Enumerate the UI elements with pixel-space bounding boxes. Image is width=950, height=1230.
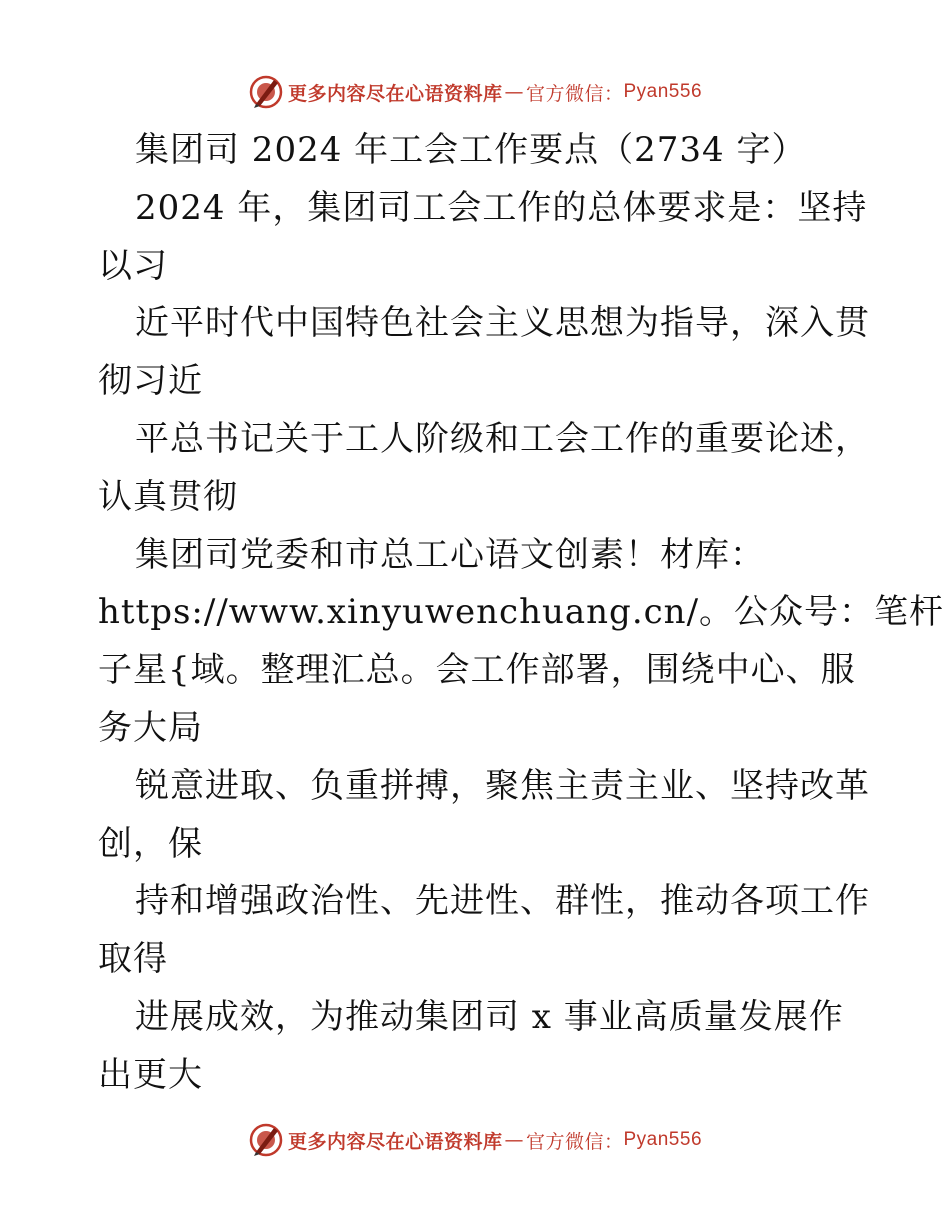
paragraph-line: 锐意进取、负重拼搏，聚焦主责主业、坚持改革: [135, 765, 870, 806]
document-title: 集团司 2024 年工会工作要点（2734 字）: [135, 130, 807, 170]
paragraph-line: 子星{域。整理汇总。会工作部署，围绕中心、服: [98, 650, 856, 691]
paragraph-line: 近平时代中国特色社会主义思想为指导，深入贯: [135, 303, 870, 344]
paragraph-line: 认真贯彻: [98, 476, 238, 517]
paragraph-line: 彻习近: [98, 361, 203, 402]
watermark-separator: —: [504, 81, 524, 103]
paragraph-line: 创，保: [98, 823, 203, 864]
pen-logo-icon: [248, 74, 284, 110]
paragraph-line: https://www.xinyuwenchuang.cn/。公众号：笔杆: [98, 592, 945, 633]
watermark-wechat-label: 官方微信：: [525, 1130, 624, 1153]
document-body: [98, 122, 945, 1105]
watermark-main-text: 更多内容尽在心语资料库: [287, 1130, 503, 1153]
paragraph-line: 平总书记关于工人阶级和工会工作的重要论述，: [135, 418, 870, 459]
watermark-wechat-id: Pyan556: [623, 1129, 703, 1150]
paragraph-line: 务大局: [98, 707, 203, 748]
watermark-banner-bottom: [0, 1118, 950, 1162]
paragraph-line: 集团司党委和市总工心语文创素！材库：: [135, 534, 765, 575]
paragraph-line: 以习: [98, 245, 168, 286]
watermark-wechat-id: Pyan556: [623, 81, 703, 102]
paragraph-line: 2024 年，集团司工会工作的总体要求是：坚持: [135, 187, 868, 228]
paragraph-line: 持和增强政治性、先进性、群性，推动各项工作: [135, 881, 870, 922]
watermark-wechat-label: 官方微信：: [525, 82, 624, 105]
paragraph-line: 进展成效，为推动集团司 x 事业高质量发展作: [135, 996, 844, 1037]
watermark-banner-top: [0, 70, 950, 114]
paragraph-line: 取得: [98, 939, 168, 980]
watermark-separator: —: [504, 1129, 524, 1151]
watermark-main-text: 更多内容尽在心语资料库: [287, 82, 503, 105]
paragraph-line: 出更大: [98, 1054, 203, 1095]
pen-logo-icon: [248, 1122, 284, 1158]
